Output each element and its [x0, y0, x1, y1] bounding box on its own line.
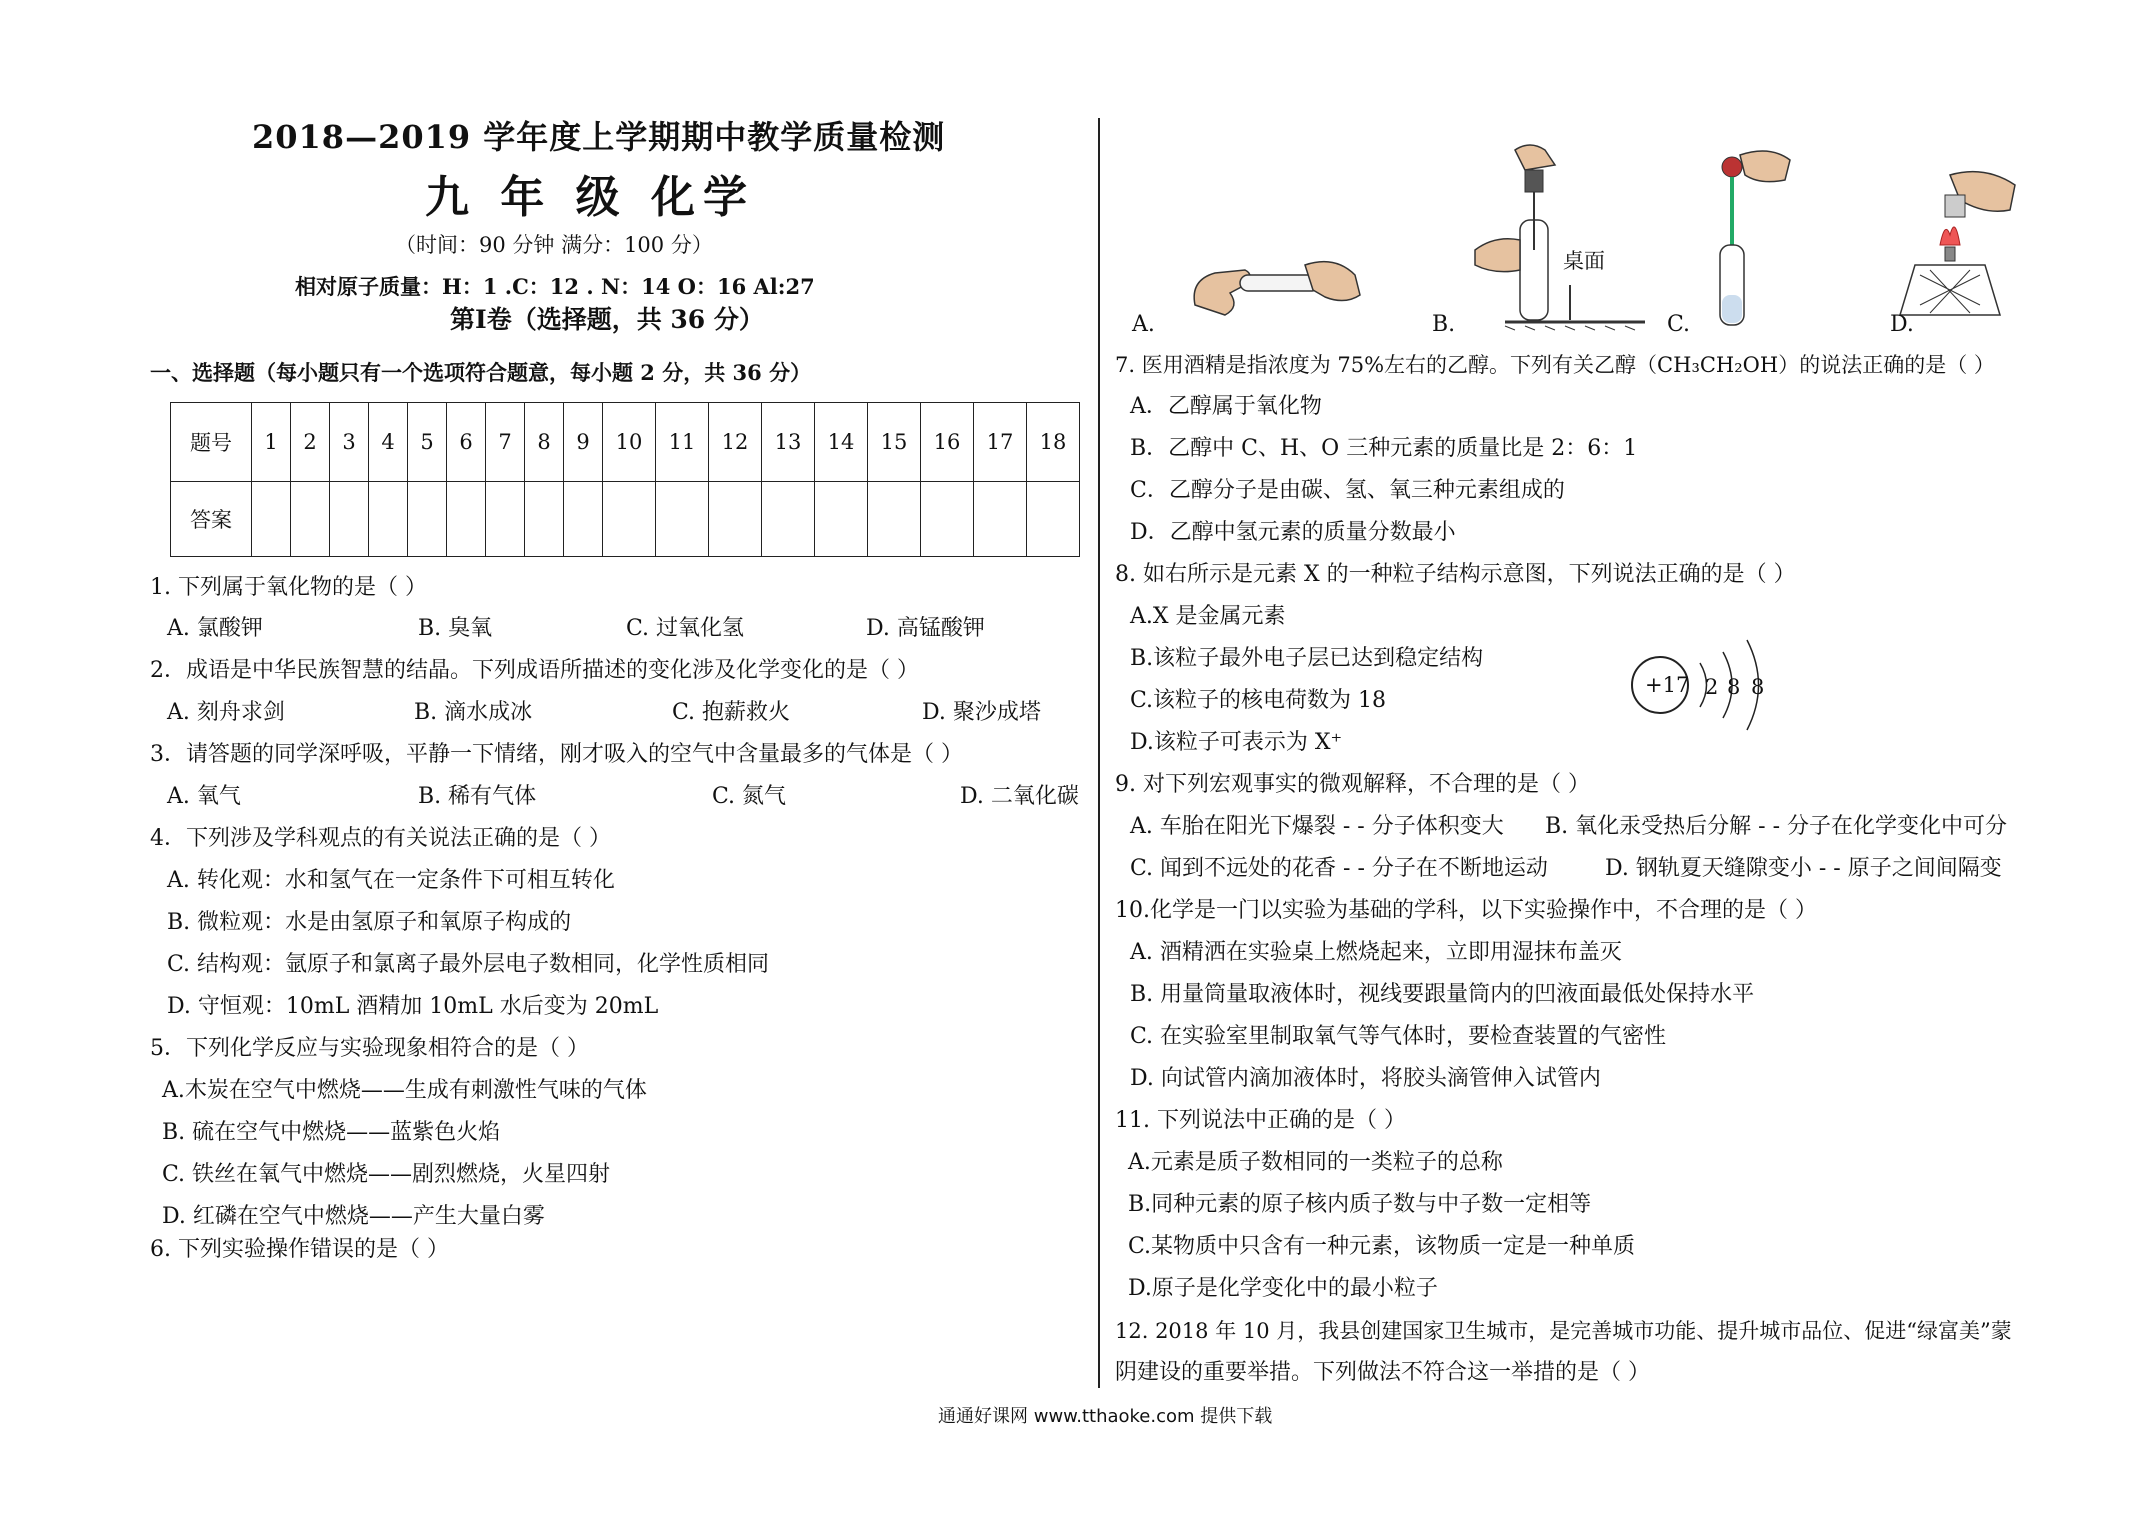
q11-stem: 11. 下列说法中正确的是（ ） [1115, 1108, 1406, 1133]
answer-cell[interactable] [408, 482, 447, 557]
q6-option-a-label[interactable]: A. [1132, 312, 1155, 337]
q6-image-c [1690, 145, 1800, 330]
answer-cell[interactable] [525, 482, 564, 557]
q10-stem: 10.化学是一门以实验为基础的学科，以下实验操作中，不合理的是（ ） [1115, 898, 1817, 923]
q9-option-b[interactable]: B. 氧化汞受热后分解 - - 分子在化学变化中可分 [1545, 814, 2008, 839]
q6-image-a [1185, 245, 1365, 325]
q7-option-b[interactable]: B．乙醇中 C、H、O 三种元素的质量比是 2：6：1 [1130, 436, 1638, 461]
q9-option-d[interactable]: D. 钢轨夏天缝隙变小 - - 原子之间间隔变 [1605, 856, 2002, 881]
q9-stem: 9. 对下列宏观事实的微观解释，不合理的是（ ） [1115, 772, 1590, 797]
q-number: 15 [868, 403, 921, 482]
row-label-answer: 答案 [171, 482, 252, 557]
q3-option-b[interactable]: B. 稀有气体 [418, 784, 537, 809]
q7-option-c[interactable]: C．乙醇分子是由碳、氢、氧三种元素组成的 [1130, 478, 1565, 503]
q8-option-a[interactable]: A.X 是金属元素 [1130, 604, 1286, 629]
q8-option-d[interactable]: D.该粒子可表示为 X⁺ [1130, 730, 1343, 755]
q8-option-c[interactable]: C.该粒子的核电荷数为 18 [1130, 688, 1387, 713]
q-number: 4 [369, 403, 408, 482]
q4-stem: 4．下列涉及学科观点的有关说法正确的是（ ） [150, 826, 611, 851]
subject-title: 九 年 级 化学 [425, 172, 755, 223]
q10-option-b[interactable]: B. 用量筒量取液体时，视线要跟量筒内的凹液面最低处保持水平 [1130, 982, 1755, 1007]
q6-option-c-label[interactable]: C. [1667, 312, 1691, 337]
q3-option-a[interactable]: A. 氧气 [167, 784, 241, 809]
answer-cell[interactable] [486, 482, 525, 557]
answer-cell[interactable] [369, 482, 408, 557]
q-number: 10 [603, 403, 656, 482]
answer-cell[interactable] [709, 482, 762, 557]
footer-source: 通通好课网 www.tthaoke.com 提供下载 [938, 1406, 1273, 1427]
shell-1-electrons: 2 [1705, 675, 1719, 699]
q9-option-a[interactable]: A. 车胎在阳光下爆裂 - - 分子体积变大 [1130, 814, 1504, 839]
answer-cell[interactable] [762, 482, 815, 557]
q8-option-b[interactable]: B.该粒子最外电子层已达到稳定结构 [1130, 646, 1484, 671]
column-divider [1098, 118, 1100, 1388]
q3-option-d[interactable]: D. 二氧化碳 [960, 784, 1079, 809]
q10-option-c[interactable]: C. 在实验室里制取氧气等气体时，要检查装置的气密性 [1130, 1024, 1667, 1049]
q6-desk-label: 桌面 [1563, 249, 1605, 273]
q-number: 12 [709, 403, 762, 482]
q5-stem: 5．下列化学反应与实验现象相符合的是（ ） [150, 1036, 589, 1061]
answer-cell[interactable] [447, 482, 486, 557]
section-heading: 一、选择题（每小题只有一个选项符合题意，每小题 2 分，共 36 分） [150, 360, 812, 385]
q1-option-d[interactable]: D. 高锰酸钾 [866, 616, 985, 641]
number-row [171, 403, 1080, 482]
q5-option-d[interactable]: D. 红磷在空气中燃烧——产生大量白雾 [162, 1204, 545, 1229]
q2-option-d[interactable]: D. 聚沙成塔 [922, 700, 1041, 725]
q1-option-a[interactable]: A. 氯酸钾 [167, 616, 263, 641]
time-info: （时间：90 分钟 满分：100 分） [395, 233, 713, 257]
q-number: 5 [408, 403, 447, 482]
q11-option-a[interactable]: A.元素是质子数相同的一类粒子的总称 [1128, 1150, 1503, 1175]
q3-stem: 3．请答题的同学深呼吸，平静一下情绪，刚才吸入的空气中含量最多的气体是（ ） [150, 742, 963, 767]
q6-image-b [1465, 140, 1665, 330]
q7-option-a[interactable]: A．乙醇属于氧化物 [1130, 394, 1322, 419]
q11-option-b[interactable]: B.同种元素的原子核内质子数与中子数一定相等 [1128, 1192, 1592, 1217]
q-number: 3 [330, 403, 369, 482]
answer-cell[interactable] [1027, 482, 1080, 557]
answer-cell[interactable] [974, 482, 1027, 557]
q-number: 1 [252, 403, 291, 482]
q4-option-d[interactable]: D. 守恒观：10mL 酒精加 10mL 水后变为 20mL [167, 994, 659, 1019]
answer-cell[interactable] [656, 482, 709, 557]
q1-option-b[interactable]: B. 臭氧 [418, 616, 493, 641]
q-number: 8 [525, 403, 564, 482]
answer-cell[interactable] [252, 482, 291, 557]
q10-option-d[interactable]: D. 向试管内滴加液体时，将胶头滴管伸入试管内 [1130, 1066, 1601, 1091]
q-number: 18 [1027, 403, 1080, 482]
nucleus-charge: +17 [1645, 673, 1690, 697]
q7-option-d[interactable]: D．乙醇中氢元素的质量分数最小 [1130, 520, 1456, 545]
q5-option-a[interactable]: A.木炭在空气中燃烧——生成有刺激性气味的气体 [162, 1078, 647, 1103]
q-number: 13 [762, 403, 815, 482]
q1-option-c[interactable]: C. 过氧化氢 [626, 616, 745, 641]
q6-option-d-label[interactable]: D. [1890, 312, 1914, 337]
shell-2-electrons: 8 [1727, 675, 1741, 699]
q3-option-c[interactable]: C. 氮气 [712, 784, 787, 809]
answer-cell[interactable] [868, 482, 921, 557]
answer-table [170, 402, 1080, 557]
exam-title: 2018—2019 学年度上学期期中教学质量检测 [252, 118, 946, 156]
q6-image-d [1890, 165, 2020, 325]
answer-cell[interactable] [921, 482, 974, 557]
q6-option-b-label[interactable]: B. [1432, 312, 1456, 337]
q-number: 14 [815, 403, 868, 482]
answer-cell[interactable] [330, 482, 369, 557]
q-number: 9 [564, 403, 603, 482]
q-number: 6 [447, 403, 486, 482]
q4-option-a[interactable]: A. 转化观：水和氢气在一定条件下可相互转化 [167, 868, 615, 893]
q-number: 7 [486, 403, 525, 482]
q2-option-b[interactable]: B. 滴水成冰 [414, 700, 533, 725]
q1-stem: 1. 下列属于氧化物的是（ ） [150, 575, 427, 600]
q5-option-c[interactable]: C. 铁丝在氧气中燃烧——剧烈燃烧，火星四射 [162, 1162, 611, 1187]
q2-stem: 2．成语是中华民族智慧的结晶。下列成语所描述的变化涉及化学变化的是（ ） [150, 658, 919, 683]
answer-cell[interactable] [291, 482, 330, 557]
shell-3-electrons: 8 [1751, 675, 1765, 699]
q6-stem: 6. 下列实验操作错误的是（ ） [150, 1237, 449, 1262]
q-number: 16 [921, 403, 974, 482]
answer-cell[interactable] [603, 482, 656, 557]
q7-stem: 7. 医用酒精是指浓度为 75%左右的乙醇。下列有关乙醇（CH₃CH₂OH）的说法正确的是（ ） [1115, 353, 1995, 377]
q4-option-b[interactable]: B. 微粒观：水是由氢原子和氧原子构成的 [167, 910, 572, 935]
q11-option-d[interactable]: D.原子是化学变化中的最小粒子 [1128, 1276, 1438, 1301]
q12-stem-line2: 阴建设的重要举措。下列做法不符合这一举措的是（ ） [1115, 1360, 1650, 1385]
q4-option-c[interactable]: C. 结构观：氩原子和氯离子最外层电子数相同，化学性质相同 [167, 952, 770, 977]
q11-option-c[interactable]: C.某物质中只含有一种元素，该物质一定是一种单质 [1128, 1234, 1636, 1259]
q8-stem: 8. 如右所示是元素 X 的一种粒子结构示意图，下列说法正确的是（ ） [1115, 562, 1796, 587]
q-number: 2 [291, 403, 330, 482]
atomic-mass: 相对原子质量：H：1 .C：12 . N：14 O：16 Al:27 [295, 274, 815, 299]
q9-option-c[interactable]: C. 闻到不远处的花香 - - 分子在不断地运动 [1130, 856, 1548, 881]
part-title: 第Ⅰ卷（选择题，共 36 分） [450, 305, 764, 334]
answer-row [171, 482, 1080, 557]
q-number: 17 [974, 403, 1027, 482]
q5-option-b[interactable]: B. 硫在空气中燃烧——蓝紫色火焰 [162, 1120, 501, 1145]
answer-cell[interactable] [564, 482, 603, 557]
q10-option-a[interactable]: A. 酒精洒在实验桌上燃烧起来，立即用湿抹布盖灭 [1130, 940, 1622, 965]
row-label-number: 题号 [171, 403, 252, 482]
q12-stem-line1: 12. 2018 年 10 月，我县创建国家卫生城市，是完善城市功能、提升城市品位、促进“绿富美”蒙 [1115, 1319, 2012, 1343]
answer-cell[interactable] [815, 482, 868, 557]
q2-option-a[interactable]: A. 刻舟求剑 [167, 700, 285, 725]
q2-option-c[interactable]: C. 抱薪救火 [672, 700, 791, 725]
q-number: 11 [656, 403, 709, 482]
